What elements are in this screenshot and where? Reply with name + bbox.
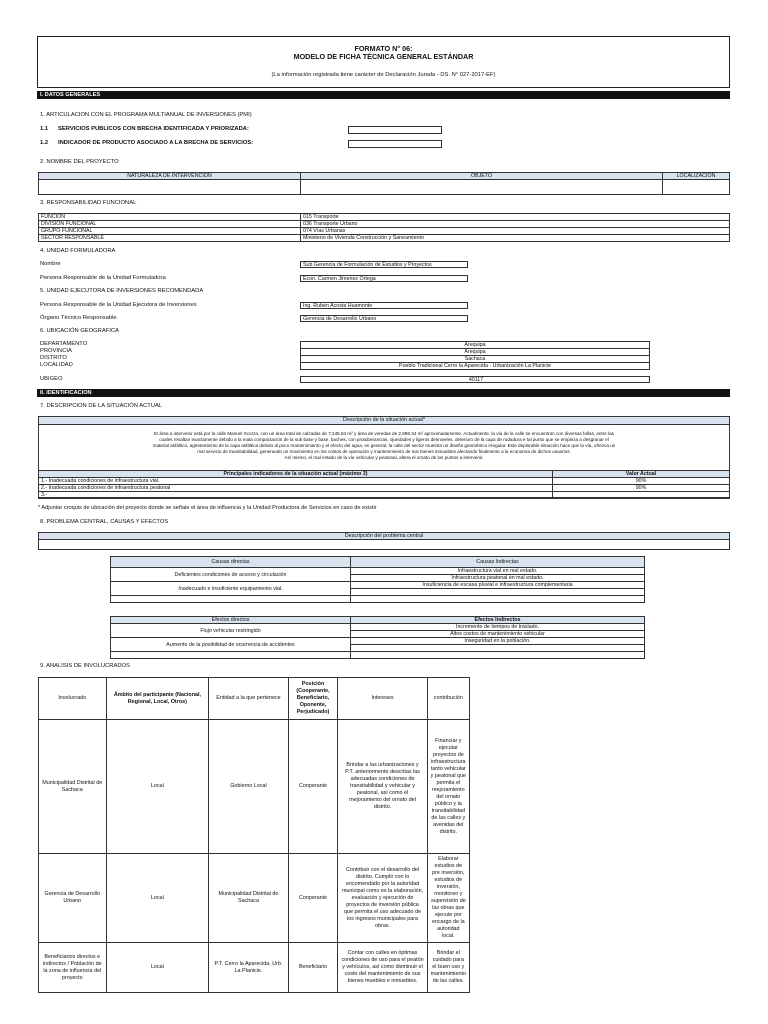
inv-cell: Beneficiarios directos e indirectos / Población de la zona de influencia del proyecto [39,943,107,993]
inv-header: Involucrado [39,678,107,720]
inv-cell: Local [106,854,209,943]
geo-value: Pueblo Tradicional Cerro la Aparecida - Urbanización La Planicie [301,363,650,370]
funcional-table [38,213,730,242]
descripcion-line: Así mismo, el mal estado de la vía vehicular y peatonal, altera el ornato de los puntos a intervenir. [284,455,484,460]
geo-key: LOCALIDAD [40,362,73,368]
col-localizacion: LOCALIZACION [663,173,730,180]
header-box [37,36,730,88]
croquis-note: * Adjuntar croquis de ubicación del proyecto donde se señale el área de influencia y la Unidad Productora de Servicios en caso de existir [38,505,377,511]
inv-cell: Elaborar estudios de pre inversión, estudios de inversión, monitoreo y supervisión de las obras que ejecute por encargo de la autoridad local. [427,854,469,943]
ubicacion-label: 6. UBICACIÓN GEOGRAFICA [40,328,119,334]
indicador-label: 2.- Inadecuada condiciones de infraestructura peatonal [39,485,553,492]
geo-key: DEPARTAMENTO [40,341,88,347]
descripcion-line: mal servicio de transitabilidad, generando un movimiento en los costos de operación y mantenimiento de sus bienes inmuebles afectando finalmente a la economía de dichos usuarios. [197,449,571,454]
declaration-note: (La información registrada tiene carácter de Declaración Jurada - DS. N° 027-2017-EF) [271,72,496,78]
geo-value: Sachaca [301,356,650,363]
servicios-label: SERVICIOS PUBLICOS CON BRECHA IDENTIFICADA Y PRIORIZADA: [58,126,249,132]
funcional-key: FUNCION [39,214,301,221]
objeto-cell[interactable] [301,180,663,195]
geo-key: DISTRITO [40,355,67,361]
situacion-label: 7. DESCRIPCION DE LA SITUACIÓN ACTUAL [40,403,163,409]
geo-value: Arequipa [301,349,650,356]
section-bar-identificacion: II. IDENTIFICACION [37,389,730,397]
inv-cell: Brindar a las urbanizaciones y P.T. anteriormente descritas las adecuadas condiciones de transitabilidad y vehicular y peatonal, así como el mejoramiento del ornato del distrito. [338,720,427,854]
indicadores-header: Principales indicadores de la situación actual (máximo 3) [39,471,553,478]
causas-table [110,556,645,603]
uf-nombre-label: Nombre [40,261,61,267]
ubigeo-value: 40117 [300,376,650,383]
efecto-indirecto: Altos costos de mantenimiento vehicular [351,631,645,638]
inv-cell: Cooperante [288,720,338,854]
page-title: MODELO DE FICHA TÉCNICA GENERAL ESTÁNDAR [293,52,474,61]
causa-indirecta: Infraestructura vial en mal estado. [351,568,645,575]
indicador-value [553,492,730,499]
uf-responsable-label: Persona Responsable de la Unidad Formuladora [40,275,166,281]
inv-cell: Cooperante [288,854,338,943]
geo-value: Arequipa [301,342,650,349]
descripcion-text [39,425,729,461]
geo-key: PROVINCIA [40,348,72,354]
table-row [39,720,470,854]
nombre-proyecto-label: 2. NOMBRE DEL PROYECTO [40,159,119,165]
ue-responsable-label: Persona Responsable de la Unidad Ejecutora de Inversiones [40,302,197,308]
table-row [39,854,470,943]
item-1-1-number: 1.1 [40,126,49,132]
causa-indirecta: Infraestructura peatonal en mal estado. [351,575,645,582]
inv-header: Intereses [338,678,427,720]
efecto-indirecto: Inseguridad en la población. [351,638,645,645]
inv-cell: Local [106,720,209,854]
indicador-label: 3.- [39,492,553,499]
funcional-key: GRUPO FUNCIONAL [39,228,301,235]
geo-table [300,341,650,370]
unidad-ejecutora-label: 5. UNIDAD EJECUTORA DE INVERSIONES RECOMENDADA [40,288,204,294]
item-1-2-number: 1.2 [40,140,49,146]
uf-responsable-value: Econ. Carmen Jimenez Ortega [300,275,468,282]
inv-cell: Municipalidad Distrital de Sachaca [39,720,107,854]
ue-organo-value: Gerencia de Desarrollo Urbano [300,315,468,322]
causa-directa: Deficientes condiciones de acceso y circulación [111,568,351,582]
valor-actual-header: Valor Actual [553,471,730,478]
causas-directas-header: Causas directas [111,557,351,568]
responsabilidad-label: 3. RESPONSABILIDAD FUNCIONAL [40,200,137,206]
nombre-proyecto-table [38,172,730,195]
descripcion-line: cuales resaltan exactamente debido a la mala compactación de la sub base y base, baches, con protuberancias, ojuedades y ligeros desniveles, deterioro de la capa de rodadura e tal punto que se empieza a desgranar el [159,437,609,442]
col-naturaleza: NATURALEZA DE INTERVENCION [39,173,301,180]
causas-indirectas-header: Causas Indirectas [351,557,645,568]
indicador-value: 90% [553,485,730,492]
funcional-key: SECTOR RESPONSABLE [39,235,301,242]
inv-cell: Local [106,943,209,993]
col-objeto: OBJETO [301,173,663,180]
funcional-value: 036 Transporte Urbano [301,221,730,228]
unidad-formuladora-label: 4. UNIDAD FORMULADORA [40,248,116,254]
inv-cell: Municipalidad Distrital de Sachaca [209,854,288,943]
inv-cell: Contribuir con el desarrollo del distrito. Cumplir con lo encomendado por la autoridad municipal como es la elaboración, evaluación y ejecución de proyectos de inversión pública que permita el uso adecuado de los ingresos municipales para obras. [338,854,427,943]
inv-header: Posición (Cooperante, Beneficiario, Oponente, Perjudicado) [288,678,338,720]
indicador-input[interactable] [348,140,442,148]
efecto-indirecto: Incremento de tiempos de traslado. [351,624,645,631]
causa-directa: Inadecuado e insuficiente equipamiento vial. [111,582,351,596]
inv-cell: Gerencia de Desarrollo Urbano [39,854,107,943]
inv-header: contribución [427,678,469,720]
funcional-value: 015 Transporte [301,214,730,221]
inv-cell: Contar con calles en óptimas condiciones de uso para el peatón y vehículos, así como disminuir el costo del mantenimiento de sus bienes muebles e inmuebles. [338,943,427,993]
ue-organo-label: Órgano Técnico Responsable [40,315,117,321]
indicador-label: INDICADOR DE PRODUCTO ASOCIADO A LA BRECHA DE SERVICIOS: [58,140,254,146]
efecto-directo: Flujo vehicular restringido [111,624,351,638]
inv-cell: P.T. Cerro la Aparecida, Urb. La Planicie. [209,943,288,993]
table-row [39,943,470,993]
inv-cell: Gobierno Local [209,720,288,854]
efecto-directo: Aumento de la posibilidad de ocurrencia de accidentes [111,638,351,652]
involucrados-label: 9. ANALISIS DE INVOLUCRADOS [40,663,130,669]
inv-header: Ámbito del participante (Nacional, Regional, Local, Otros) [106,678,209,720]
efectos-directos-header: Efectos directos [111,617,351,624]
format-number: FORMATO N° 06: [354,44,413,53]
localizacion-cell[interactable] [663,180,730,195]
indicador-label: 1.- Inadecuada condiciones de infraestructura vial. [39,478,553,485]
servicios-input[interactable] [348,126,442,134]
section-bar-datos-generales: I. DATOS GENERALES [37,91,730,99]
inv-cell: Brindar el cuidado para el buen uso y mantenimiento de las calles. [427,943,469,993]
causa-indirecta: Insuficiencia de escasa pluvial e infraestructura complementaria [351,582,645,589]
descripcion-line: El área a intervenir está por la calle Manuel Scorza, con un área total de calzadas de 7,245.84 m² y área de veredas de 2,898.34 m² aproximadamente. Actualmente, la vía de la calle se encuentran con diversas fallas, entre las [154,431,614,436]
indicadores-table [38,470,730,499]
ubigeo-label: UBIGEO [40,376,63,382]
indicador-value: 90% [553,478,730,485]
efectos-indirectos-header: Efectos Indirectos [351,617,645,624]
efectos-table [110,616,645,659]
funcional-key: DIVISION FUNCIONAL [39,221,301,228]
problema-box [38,532,730,550]
uf-nombre-value: Sub Gerencia de Formulación de Estudios y Proyectos [300,261,468,268]
involucrados-table [38,677,470,993]
problema-label: 8. PROBLEMA CENTRAL, CAUSAS Y EFECTOS [40,519,169,525]
descripcion-line: material asfáltico, agrietamiento de la capa asfáltica debido al poco mantenimiento y el efecto del agua, en general, la calle del sector muestra un diseño geométrico irregular. Este deplorable situación hace que la vía, ofrezca un [152,443,616,448]
inv-cell: Beneficiario [288,943,338,993]
funcional-value: Ministerio de Vivienda Construcción y Saneamiento [301,235,730,242]
inv-cell: Financiar y ejecutar proyectos de infraestructura tanto vehicular y peatonal que permita el mejoramiento del ornato público y la transitabilidad de las calles y avenidas del distrito. [427,720,469,854]
naturaleza-cell[interactable] [39,180,301,195]
articulacion-label: 1. ARTICULACION CON EL PROGRAMA MULTIANUAL DE INVERSIONES (PMI) [40,112,252,118]
funcional-value: 074 Vías Urbanas [301,228,730,235]
descripcion-header: Descripción de la situación actual* [39,417,729,425]
problema-header: Descripción del problema central [39,533,729,540]
ue-responsable-value: Ing. Ruben Acosta Huamonte [300,302,468,309]
inv-header: Entidad a la que pertenece [209,678,288,720]
